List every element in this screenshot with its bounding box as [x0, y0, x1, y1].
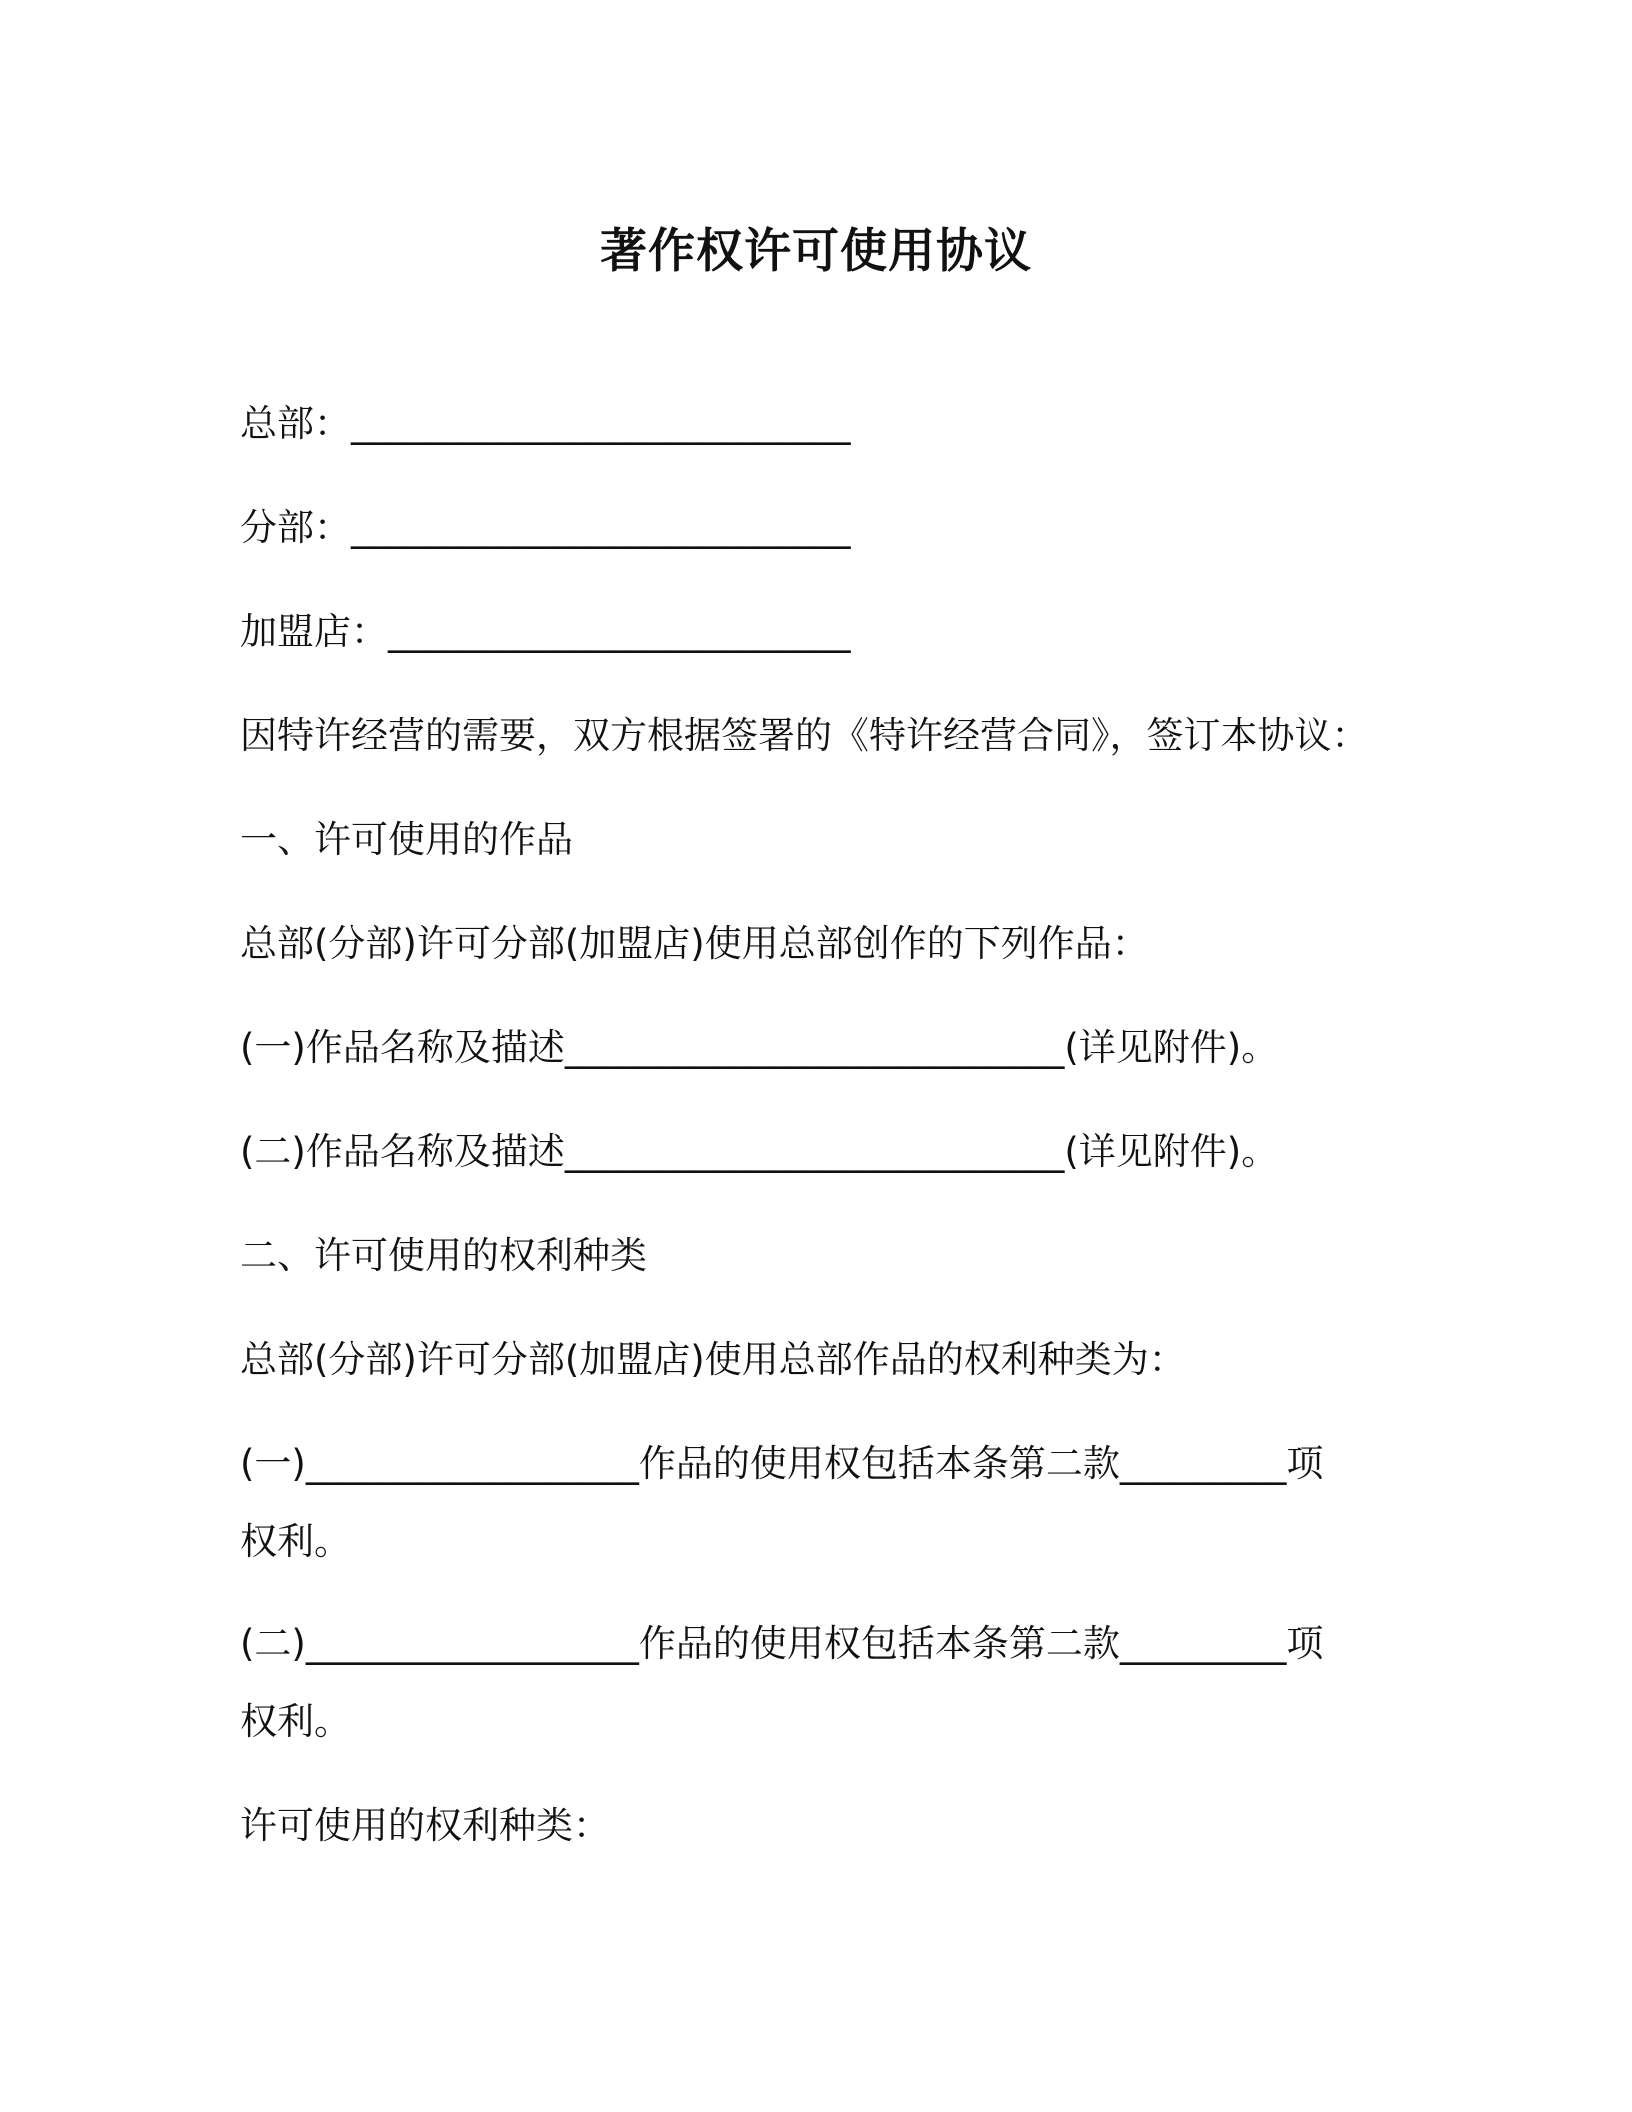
section1-heading: 一、许可使用的作品 [240, 818, 573, 861]
intro-paragraph: 因特许经营的需要，双方根据签署的《特许经营合同》，签订本协议： [240, 714, 1369, 757]
section2-item1-line1: (一)__________________作品的使用权包括本条第二款_________项 [240, 1442, 1324, 1485]
section1-item2: (二)作品名称及描述___________________________(详见附件)。 [240, 1130, 1279, 1173]
section2-item2-line1: (二)__________________作品的使用权包括本条第二款_________项 [240, 1622, 1324, 1665]
rights-types-label: 许可使用的权利种类： [240, 1804, 610, 1847]
section2-heading: 二、许可使用的权利种类 [240, 1234, 647, 1277]
branch-field: 分部：___________________________ [240, 506, 851, 549]
document-title: 著作权许可使用协议 [600, 224, 1032, 279]
franchise-store-field: 加盟店：_________________________ [240, 610, 851, 653]
section1-text: 总部(分部)许可分部(加盟店)使用总部创作的下列作品： [240, 922, 1149, 965]
section2-item1-line2: 权利。 [240, 1520, 351, 1563]
headquarters-field: 总部：___________________________ [240, 402, 851, 445]
section1-item1: (一)作品名称及描述___________________________(详见附件)。 [240, 1026, 1279, 1069]
section2-text: 总部(分部)许可分部(加盟店)使用总部作品的权利种类为： [240, 1338, 1186, 1381]
section2-item2-line2: 权利。 [240, 1700, 351, 1743]
